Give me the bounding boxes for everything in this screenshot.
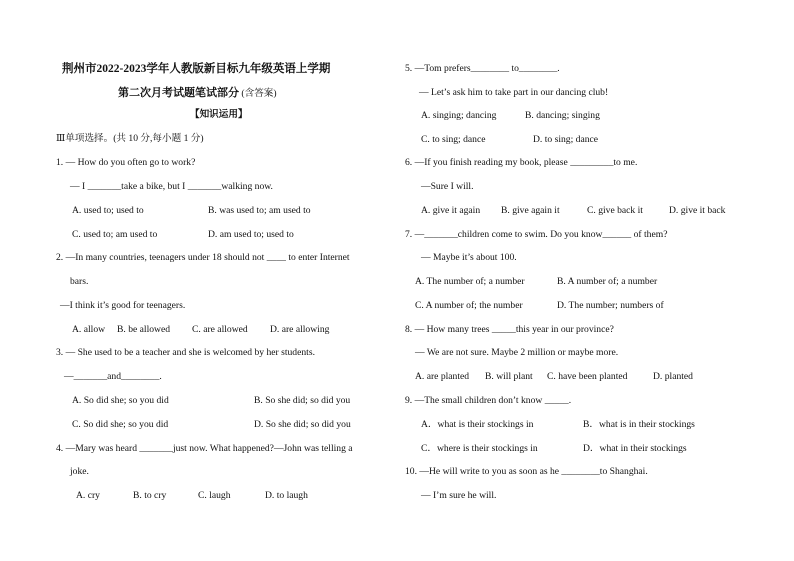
q1-option-c[interactable]: C. used to; am used to [72,229,158,240]
q2-option-a[interactable]: A. allow [72,324,106,335]
q10-stem: 10. —He will write to you as soon as he ________to Shanghai. [405,466,648,477]
q7-option-b[interactable]: B. A number of; a number [557,276,658,287]
q1-stem: 1. — How do you often go to work? [56,157,196,168]
q5-option-b[interactable]: B. dancing; singing [525,110,600,121]
q1-option-d[interactable]: D. am used to; used to [208,229,294,240]
q1-option-a[interactable]: A. used to; used to [72,205,144,216]
q5-stem: 5. —Tom prefers________ to________. [405,63,560,74]
exam-subtitle [118,87,277,100]
q7-option-d[interactable]: D. The number; numbers of [557,300,664,311]
q7-option-a[interactable]: A. The number of; a number [415,276,525,287]
part-instructions: Ⅲ单项选择。(共 10 分,每小题 1 分) [56,133,204,144]
q3-option-b[interactable]: B. So she did; so did you [254,395,351,406]
q8-option-b[interactable]: B. will plant [485,371,533,382]
q7-stem: 7. —_______children come to swim. Do you know______ of them? [405,229,668,240]
q7-option-c[interactable]: C. A number of; the number [415,300,523,311]
q9-option-b[interactable]: B．what is in their stockings [583,419,695,430]
q4-stem-continued: joke. [70,466,89,477]
section-heading: 【知识运用】 [190,109,248,120]
q7-response: — Maybe it’s about 100. [421,252,517,263]
q4-option-b[interactable]: B. to cry [133,490,167,501]
q3-option-c[interactable]: C. So did she; so you did [72,419,169,430]
q5-option-a[interactable]: A. singing; dancing [421,110,497,121]
q6-option-b[interactable]: B. give again it [501,205,560,216]
q2-response: —I think it’s good for teenagers. [60,300,186,311]
subtitle-main: 第二次月考试题笔试部分 [118,87,239,99]
q8-option-a[interactable]: A. are planted [415,371,470,382]
q6-option-a[interactable]: A. give it again [421,205,481,216]
q3-option-d[interactable]: D. So she did; so did you [254,419,351,430]
q1-response: — I _______take a bike, but I _______walking now. [70,181,273,192]
q2-option-b[interactable]: B. be allowed [117,324,171,335]
q4-option-d[interactable]: D. to laugh [265,490,308,501]
q6-stem: 6. —If you finish reading my book, please _________to me. [405,157,638,168]
q9-stem: 9. —The small children don’t know _____. [405,395,572,406]
q3-stem: 3. — She used to be a teacher and she is welcomed by her students. [56,347,315,358]
q4-stem: 4. —Mary was heard _______just now. What happened?—John was telling a [56,443,353,454]
subtitle-paren: (含答案) [241,88,277,99]
q5-response: — Let’s ask him to take part in our dancing club! [419,87,609,98]
q1-option-b[interactable]: B. was used to; am used to [208,205,311,216]
q5-option-c[interactable]: C. to sing; dance [421,134,486,145]
q3-response: —_______and________. [64,371,162,382]
q4-option-a[interactable]: A. cry [76,490,100,501]
q9-option-d[interactable]: D．what in their stockings [583,443,687,454]
q2-stem: 2. —In many countries, teenagers under 18 should not ____ to enter Internet [56,252,350,263]
q10-response: — I’m sure he will. [421,490,497,501]
q6-option-d[interactable]: D. give it back [669,205,726,216]
exam-title: 荆州市2022-2023学年人教版新目标九年级英语上学期 [62,63,331,75]
q5-option-d[interactable]: D. to sing; dance [533,134,599,145]
q3-option-a[interactable]: A. So did she; so you did [72,395,169,406]
q6-option-c[interactable]: C. give back it [587,205,643,216]
q2-option-c[interactable]: C. are allowed [192,324,248,335]
q9-option-a[interactable]: A．what is their stockings in [421,419,534,430]
q9-option-c[interactable]: C．where is their stockings in [421,443,538,454]
q8-stem: 8. — How many trees _____this year in our province? [405,324,614,335]
q2-stem-continued: bars. [70,276,89,287]
q8-response: — We are not sure. Maybe 2 million or maybe more. [415,347,619,358]
q6-response: —Sure I will. [421,181,474,192]
q8-option-c[interactable]: C. have been planted [547,371,628,382]
q8-option-d[interactable]: D. planted [653,371,693,382]
q2-option-d[interactable]: D. are allowing [270,324,330,335]
q4-option-c[interactable]: C. laugh [198,490,231,501]
